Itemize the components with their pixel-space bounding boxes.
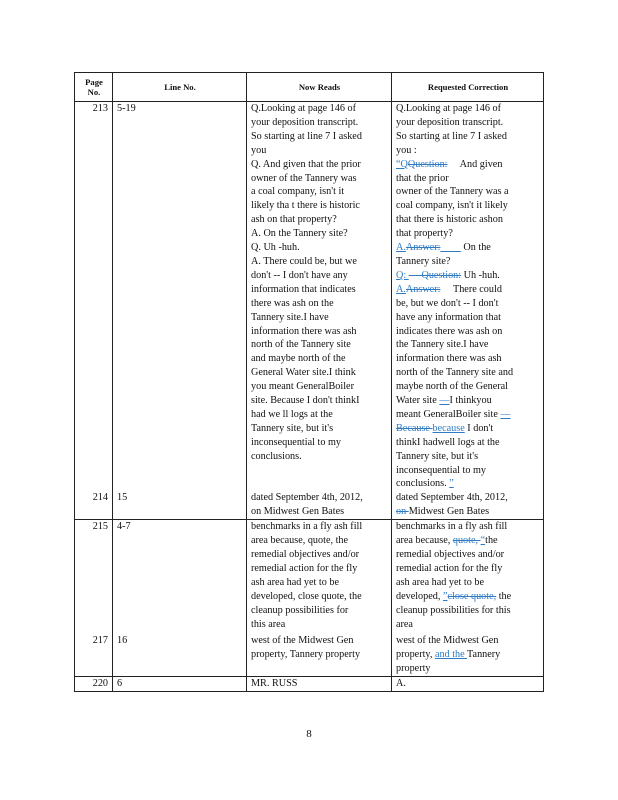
correction-line [396, 534, 540, 548]
correction-text: Tannery [467, 649, 501, 661]
deleted-text: on [396, 506, 409, 518]
inserted-text: A. [396, 242, 406, 254]
correction-cell [392, 677, 544, 692]
now-reads-line: inconsequential to my [251, 436, 341, 448]
now-reads-line: north of the Tannery site [251, 339, 351, 351]
correction-text: that the prior [396, 172, 449, 184]
correction-text: that property? [396, 228, 453, 240]
correction-text: indicates there was ash on [396, 325, 503, 337]
correction-cell [392, 102, 544, 492]
page-number-cell: 220 [75, 677, 113, 692]
correction-line [396, 102, 540, 116]
now-reads-cell [247, 102, 392, 492]
page-number-cell: 215 [75, 520, 113, 635]
correction-text: Water site [396, 395, 440, 407]
now-reads-cell [247, 677, 392, 692]
correction-text: remedial objectives and/or [396, 549, 505, 561]
line-number-cell: 4-7 [113, 520, 247, 635]
correction-text: coal company, isn't it likely [396, 200, 508, 212]
deleted-text: Question: [407, 158, 448, 170]
correction-cell [392, 491, 544, 520]
header-requested-correction: Requested Correction [392, 73, 544, 102]
correction-cell [392, 634, 544, 677]
inserted-text: Q: [396, 269, 409, 281]
correction-text: A. [396, 678, 406, 690]
now-reads-line: a coal company, isn't it [251, 186, 345, 198]
correction-line [396, 241, 540, 255]
correction-line [396, 677, 540, 691]
now-reads-line: and maybe north of the [251, 353, 346, 365]
correction-text: Q.Looking at page 146 of [396, 103, 501, 114]
deleted-text: quote, [452, 535, 481, 547]
inserted-text: ” [442, 590, 448, 602]
correction-line [396, 352, 540, 366]
correction-text: dated September 4th, 2012, [396, 492, 508, 504]
now-reads-line: owner of the Tannery was [251, 172, 357, 184]
correction-text: On the [460, 242, 491, 254]
correction-text: property [396, 663, 431, 675]
correction-line [396, 297, 540, 311]
deleted-text: —Question: [408, 269, 462, 281]
header-now-reads: Now Reads [247, 73, 392, 102]
now-reads-line: area because, quote, the [251, 535, 349, 547]
table-row [75, 634, 544, 677]
errata-table [74, 72, 544, 692]
correction-line [396, 604, 540, 618]
correction-line [396, 422, 540, 436]
now-reads-cell [247, 491, 392, 520]
correction-text: There could [440, 283, 502, 295]
correction-text: Tannery site, but it's [396, 450, 479, 462]
correction-text: the [485, 535, 498, 547]
page-number: 8 [306, 728, 312, 740]
correction-text: Midwest Gen Bates [408, 506, 490, 518]
now-reads-line: MR. RUSS [251, 678, 298, 690]
correction-text: So starting at line 7 I asked [396, 130, 507, 142]
now-reads-line: So starting at line 7 I asked [251, 130, 362, 142]
inserted-text: because [432, 422, 465, 434]
correction-text: north of the Tannery site and [396, 367, 514, 379]
correction-text: thinkI hadwell logs at the [396, 436, 500, 448]
correction-text: developed, [396, 590, 443, 602]
correction-line [396, 338, 540, 352]
deleted-text: Because [396, 422, 433, 434]
deleted-text: Answer: [405, 283, 441, 295]
now-reads-line: had we ll logs at the [251, 408, 333, 420]
now-reads-line: information that indicates [251, 283, 356, 295]
correction-text: maybe north of the General [396, 381, 509, 393]
inserted-text: “Q [396, 158, 408, 170]
correction-line [396, 311, 540, 325]
correction-line [396, 505, 540, 519]
now-reads-line: cleanup possibilities for [251, 604, 349, 616]
correction-text: the [496, 590, 512, 602]
now-reads-cell [247, 520, 392, 635]
correction-line [396, 548, 540, 562]
correction-text: you : [396, 144, 417, 156]
now-reads-line: on Midwest Gen Bates [251, 506, 345, 518]
table-row [75, 520, 544, 635]
now-reads-line: conclusions. [251, 450, 302, 462]
correction-line [396, 172, 540, 186]
correction-text: that there is historic ashon [396, 214, 503, 226]
correction-line [396, 158, 540, 172]
correction-text: have any information that [396, 311, 501, 323]
table-row [75, 491, 544, 520]
now-reads-line: remedial action for the fly [251, 563, 358, 575]
correction-line [396, 255, 540, 269]
correction-line [396, 380, 540, 394]
inserted-text: — [500, 408, 511, 420]
now-reads-line: property, Tannery property [251, 649, 361, 661]
now-reads-line: A. On the Tannery site? [251, 228, 348, 240]
table-header [75, 73, 544, 102]
correction-cell [392, 520, 544, 635]
correction-line [396, 213, 540, 227]
now-reads-line: likely tha t there is historic [251, 200, 360, 212]
correction-line [396, 130, 540, 144]
now-reads-line: benchmarks in a fly ash fill [251, 521, 363, 533]
page-number-cell: 213 [75, 102, 113, 492]
now-reads-cell [247, 634, 392, 677]
correction-line [396, 116, 540, 130]
correction-line [396, 491, 540, 505]
page-number-cell: 214 [75, 491, 113, 520]
now-reads-line: A. There could be, but we [251, 255, 357, 267]
correction-text: And given [447, 158, 503, 170]
correction-line [396, 408, 540, 422]
correction-text: the Tannery site.I have [396, 339, 489, 351]
page-number-cell: 217 [75, 634, 113, 677]
now-reads-line: information there was ash [251, 325, 357, 337]
correction-text: Uh -huh. [461, 269, 500, 281]
now-reads-line: dated September 4th, 2012, [251, 492, 363, 504]
now-reads-line: General Water site.I think [251, 367, 356, 379]
line-number-cell: 15 [113, 491, 247, 520]
correction-text: benchmarks in a fly ash fill [396, 521, 508, 533]
correction-line [396, 618, 540, 632]
correction-text: be, but we don't -- I don't [396, 297, 499, 309]
now-reads-line: your deposition transcript. [251, 116, 359, 128]
correction-text: west of the Midwest Gen [396, 635, 499, 647]
now-reads-line: Q. Uh -huh. [251, 242, 300, 254]
correction-line [396, 325, 540, 339]
correction-line [396, 394, 540, 408]
correction-line [396, 366, 540, 380]
line-number-cell: 5-19 [113, 102, 247, 492]
now-reads-line: there was ash on the [251, 297, 334, 309]
correction-line [396, 269, 540, 283]
now-reads-line: you meant GeneralBoiler [251, 381, 354, 393]
now-reads-line: you [251, 144, 267, 156]
now-reads-line: Q. And given that the prior [251, 158, 361, 170]
correction-text: information there was ash [396, 353, 502, 365]
correction-text: area [396, 618, 413, 630]
now-reads-line: Tannery site.I have [251, 311, 329, 323]
line-number-cell: 6 [113, 677, 247, 692]
correction-line [396, 185, 540, 199]
inserted-text: and the [434, 649, 468, 661]
line-number-cell: 16 [113, 634, 247, 677]
correction-text: owner of the Tannery was a [396, 186, 509, 198]
deleted-text: close quote, [447, 590, 497, 602]
correction-text: Tannery site? [396, 255, 451, 267]
correction-line [396, 464, 540, 478]
header-page-no: Page No. [75, 73, 113, 102]
now-reads-line: Tannery site, but it's [251, 422, 334, 434]
correction-text: meant GeneralBoiler site [396, 408, 501, 420]
correction-text: conclusions. [396, 478, 450, 490]
deleted-text: Answer: [405, 242, 441, 254]
header-line-no: Line No. [113, 73, 247, 102]
table-row [75, 677, 544, 692]
correction-line [396, 144, 540, 158]
correction-line [396, 477, 540, 491]
correction-text: cleanup possibilities for this [396, 604, 511, 616]
correction-line [396, 562, 540, 576]
correction-line [396, 648, 540, 662]
inserted-text [440, 242, 460, 253]
correction-line [396, 199, 540, 213]
correction-text: inconsequential to my [396, 464, 486, 476]
inserted-text: A. [396, 283, 406, 295]
inserted-text: “ [480, 535, 486, 547]
correction-line [396, 576, 540, 590]
now-reads-line: Q.Looking at page 146 of [251, 103, 356, 114]
now-reads-line: site. Because I don't thinkI [251, 395, 360, 407]
now-reads-line: remedial objectives and/or [251, 549, 360, 561]
correction-line [396, 283, 540, 297]
correction-line [396, 662, 540, 676]
correction-text: area because, [396, 535, 453, 547]
correction-line [396, 590, 540, 604]
inserted-text: — [439, 395, 450, 407]
correction-line [396, 436, 540, 450]
errata-sheet [74, 72, 543, 692]
correction-line [396, 450, 540, 464]
now-reads-line: this area [251, 618, 286, 630]
now-reads-line: west of the Midwest Gen [251, 635, 354, 647]
correction-line [396, 634, 540, 648]
correction-text: ash area had yet to be [396, 577, 484, 588]
correction-text: I thinkyou [449, 395, 492, 407]
correction-text: your deposition transcript. [396, 116, 504, 128]
correction-line [396, 227, 540, 241]
correction-line [396, 520, 540, 534]
inserted-text: ” [449, 478, 454, 490]
correction-text: remedial action for the fly [396, 563, 503, 575]
correction-text: property, [396, 649, 435, 661]
table-row [75, 102, 544, 492]
now-reads-line: don't -- I don't have any [251, 269, 348, 281]
now-reads-line: ash area had yet to be [251, 577, 339, 588]
now-reads-line: developed, close quote, the [251, 590, 362, 602]
correction-text: I don't [464, 422, 494, 434]
now-reads-line: ash on that property? [251, 214, 337, 226]
